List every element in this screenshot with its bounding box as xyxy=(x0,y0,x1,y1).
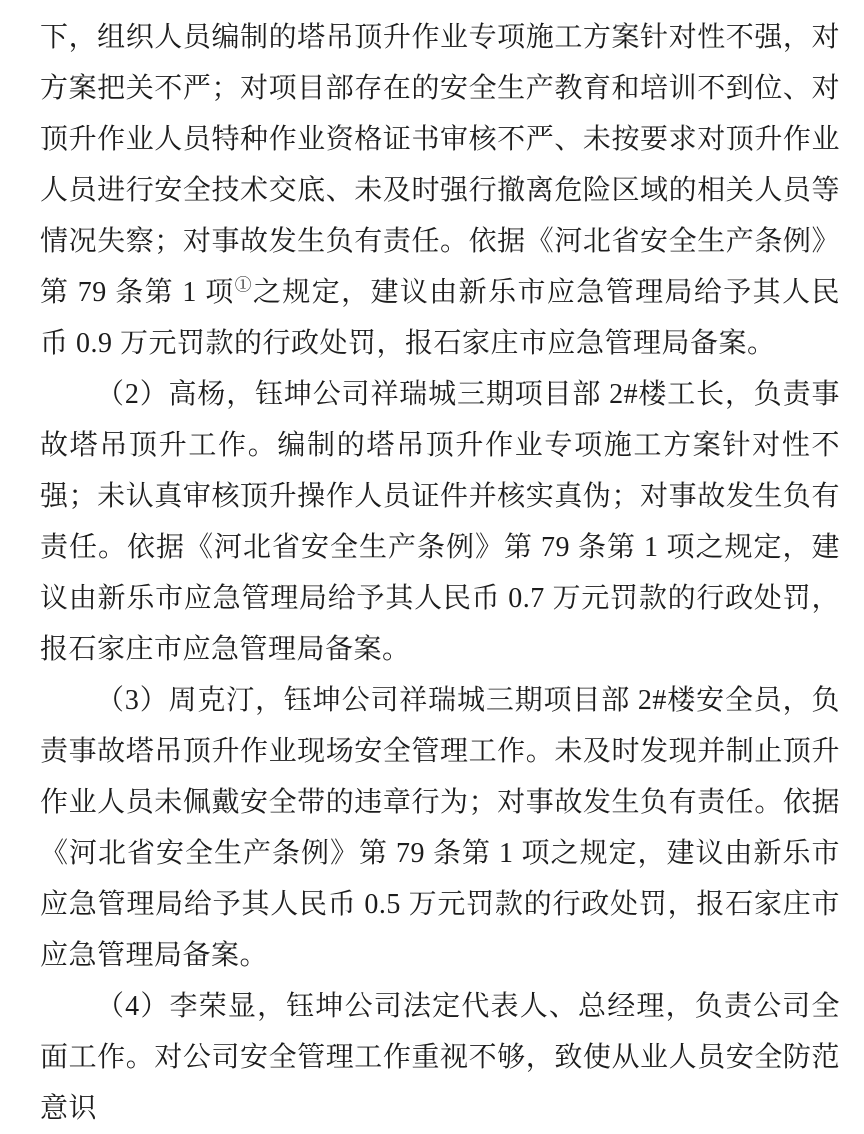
document-body-text xyxy=(40,12,840,1134)
text-run: （4）李荣显，钰坤公司法定代表人、总经理，负责公司全面工作。对公司安全管理工作重视不够，致使从业人员安全防范意识 xyxy=(40,991,840,1124)
paragraph xyxy=(40,981,840,1134)
paragraph xyxy=(40,675,840,981)
text-run: 下，组织人员编制的塔吊顶升作业专项施工方案针对性不强，对方案把关不严；对项目部存在的安全生产教育和培训不到位、对顶升作业人员特种作业资格证书审核不严、未按要求对顶升作业人员进行安全技术交底、未及时强行撤离危险区域的相关人员等情况失察；对事故发生负有责任。依据《河北省安全生产条例》第 79 条第 1 项 xyxy=(40,22,840,308)
text-run: （2）高杨，钰坤公司祥瑞城三期项目部 2#楼工长，负责事故塔吊顶升工作。编制的塔吊顶升作业专项施工方案针对性不强；未认真审核顶升操作人员证件并核实真伪；对事故发生负有责任。依据《河北省安全生产条例》第 79 条第 1 项之规定，建议由新乐市应急管理局给予其人民币 0.7 万元罚款的行政处罚，报石家庄市应急管理局备案。 xyxy=(40,379,840,665)
paragraph xyxy=(40,12,840,369)
text-run: 之规定，建议由新乐市应急管理局给予其人民币 0.9 万元罚款的行政处罚，报石家庄市应急管理局备案。 xyxy=(40,277,840,359)
footnote-marker: ① xyxy=(234,275,253,295)
paragraph xyxy=(40,369,840,675)
text-run: （3）周克汀，钰坤公司祥瑞城三期项目部 2#楼安全员，负责事故塔吊顶升作业现场安全管理工作。未及时发现并制止顶升作业人员未佩戴安全带的违章行为；对事故发生负有责任。依据《河北省安全生产条例》第 79 条第 1 项之规定，建议由新乐市应急管理局给予其人民币 0.5 万元罚款的行政处罚，报石家庄市应急管理局备案。 xyxy=(40,685,840,971)
